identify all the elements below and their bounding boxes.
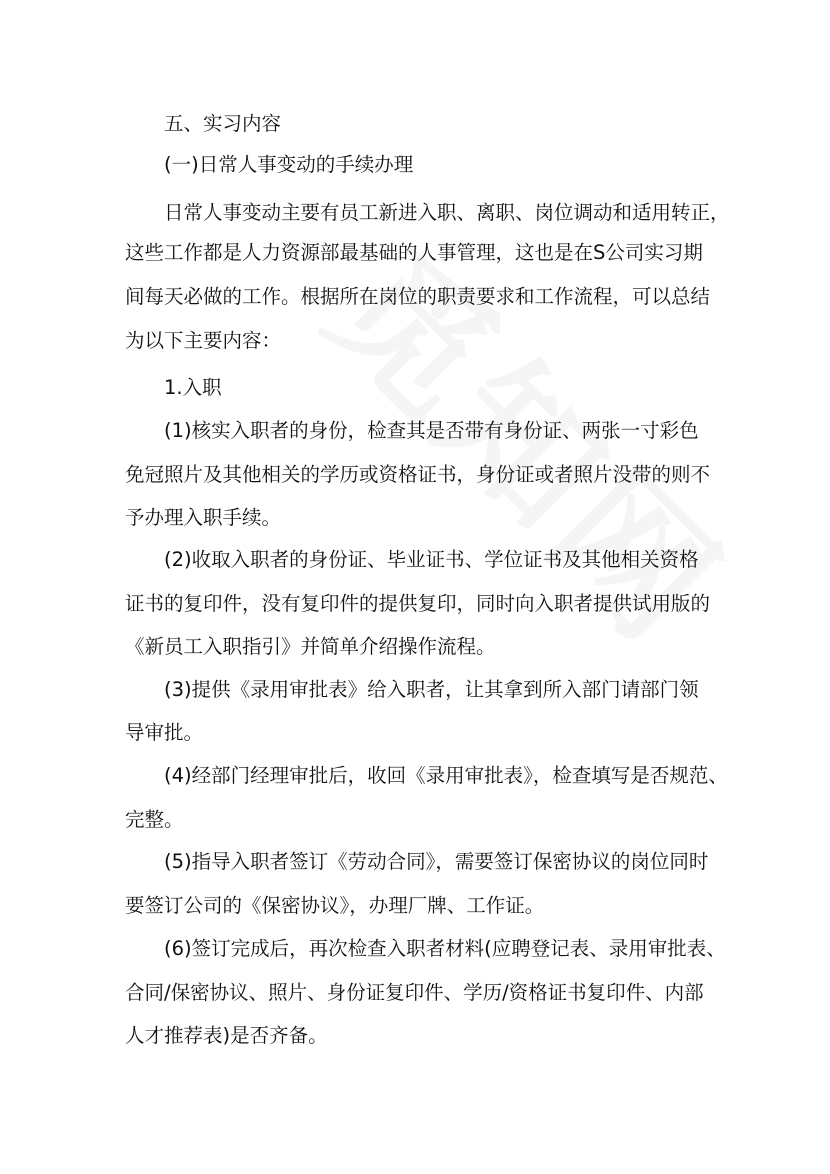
paragraph-line: (1)核实入职者的身份，检查其是否带有身份证、两张一寸彩色 — [164, 419, 699, 442]
subsection-heading: (一)日常人事变动的手续办理 — [164, 153, 414, 176]
paragraph-line: 间每天必做的工作。根据所在岗位的职责要求和工作流程，可以总结 — [125, 285, 711, 308]
paragraph-line: 完整。 — [125, 808, 184, 831]
paragraph-line: 人才推荐表)是否齐备。 — [125, 1024, 328, 1047]
paragraph-line: (6)签订完成后，再次检查入职者材料(应聘登记表、录用审批表、 — [164, 937, 726, 960]
item-heading: 1.入职 — [164, 376, 222, 399]
paragraph-line: 予办理入职手续。 — [125, 506, 282, 529]
paragraph-line: 导审批。 — [125, 721, 204, 744]
section-heading: 五、实习内容 — [164, 112, 282, 135]
paragraph-line: 证书的复印件，没有复印件的提供复印，同时向入职者提供试用版的 — [125, 592, 711, 615]
paragraph-line: 《新员工入职指引》并简单介绍操作流程。 — [125, 635, 496, 658]
paragraph-line: 免冠照片及其他相关的学历或资格证书，身份证或者照片没带的则不 — [125, 463, 711, 486]
paragraph-line: 这些工作都是人力资源部最基础的人事管理，这也是在S公司实习期 — [125, 241, 703, 264]
paragraph-line: 合同/保密协议、照片、身份证复印件、学历/资格证书复印件、内部 — [125, 981, 704, 1004]
paragraph-line: 日常人事变动主要有员工新进入职、离职、岗位调动和适用转正， — [164, 201, 730, 224]
paragraph-line: (3)提供《录用审批表》给入职者，让其拿到所入部门请部门领 — [164, 678, 699, 701]
paragraph-line: (4)经部门经理审批后，收回《录用审批表》，检查填写是否规范、 — [164, 764, 728, 787]
paragraph-line: (5)指导入职者签订《劳动合同》，需要签订保密协议的岗位同时 — [164, 850, 709, 873]
paragraph-line: (2)收取入职者的身份证、毕业证书、学位证书及其他相关资格 — [164, 548, 699, 571]
paragraph-line: 为以下主要内容： — [125, 329, 282, 352]
paragraph-line: 要签订公司的《保密协议》，办理厂牌、工作证。 — [125, 894, 545, 917]
